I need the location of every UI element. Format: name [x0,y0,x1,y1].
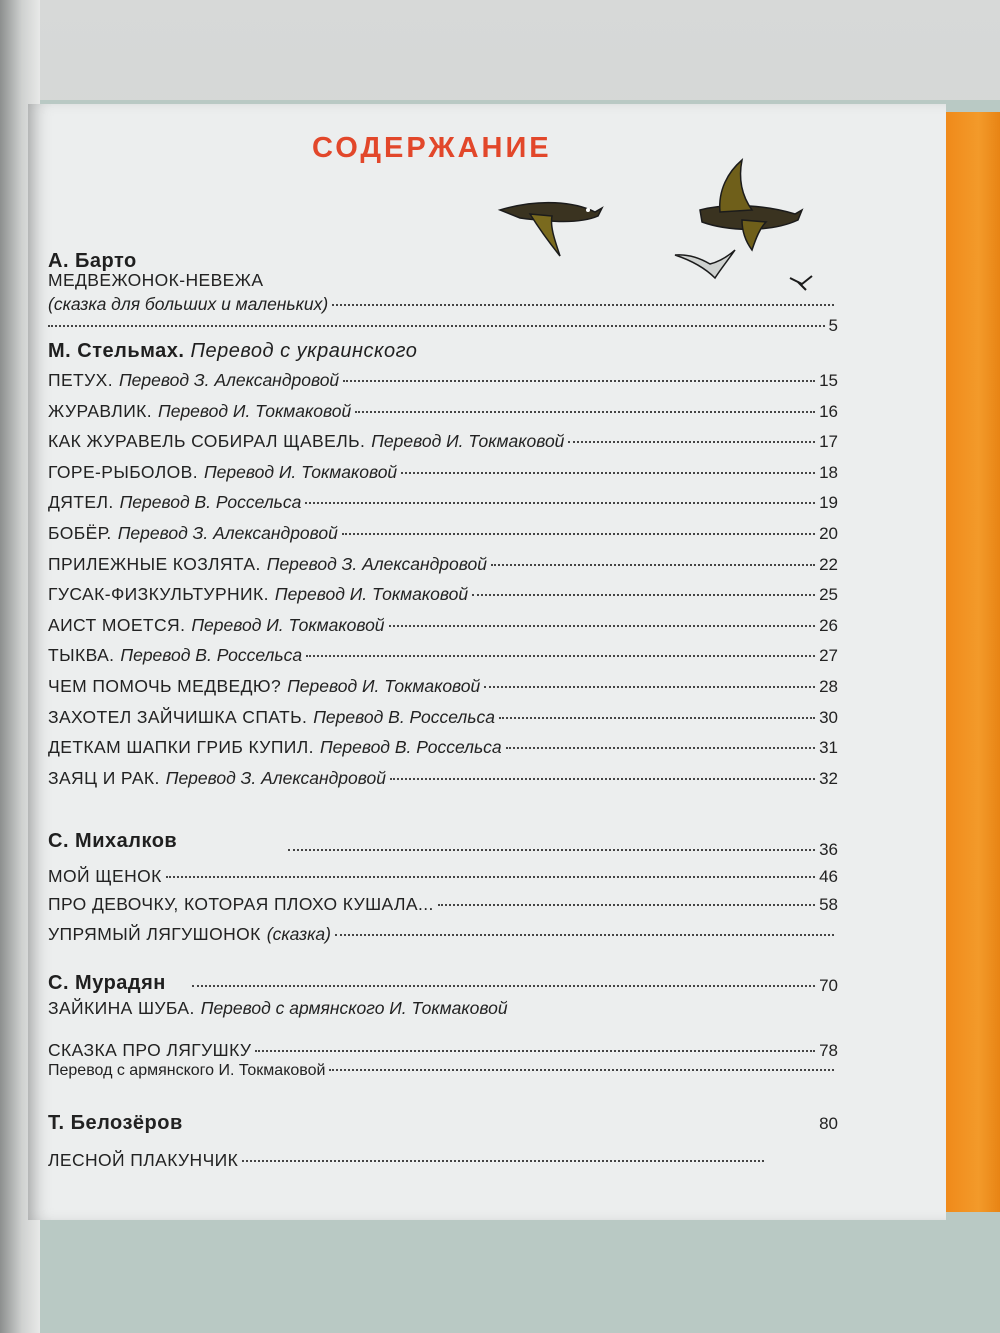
toc-item[interactable] [48,768,838,794]
toc-item-note: Перевод З. Александровой [119,370,340,390]
toc-item-note: Перевод З. Александровой [266,553,487,574]
toc-item-note: (сказка) [266,924,331,944]
toc-item-page: 5 [828,316,838,335]
dot-leader [472,594,815,596]
toc-item[interactable] [48,615,838,641]
toc-item[interactable] [48,1150,768,1176]
author-note: Перевод с украинского [190,340,418,362]
toc-item-title: БОБЁР. [48,523,112,543]
toc-item[interactable] [48,866,838,892]
author-name: М. Стельмах. [48,340,185,362]
toc-item[interactable] [48,316,838,342]
toc-item-title: АИСТ МОЕТСЯ. [48,614,186,635]
toc-item-page: 31 [819,738,838,758]
dot-leader [390,778,815,780]
toc-item[interactable] [48,840,838,866]
toc-item[interactable] [48,707,838,733]
dot-leader [192,985,815,987]
toc-item-page: 70 [819,976,838,995]
author-belozerov: Т. Белозёров [48,1112,183,1134]
dot-leader [491,564,815,566]
toc-item-page: 22 [819,554,838,574]
toc-item[interactable] [48,270,488,296]
toc-item-page: 16 [819,401,838,421]
dot-leader [389,625,816,627]
dot-leader [306,655,815,657]
bird-distant-icon [790,276,812,290]
toc-item-subtitle: (сказка для больших и маленьких) [48,294,329,314]
bird-small-icon [675,250,735,278]
toc-item-page: 18 [819,462,838,482]
toc-item[interactable] [48,523,838,549]
dot-leader [242,1160,764,1162]
toc-item-page: 36 [819,840,838,859]
toc-item[interactable] [48,1062,838,1088]
toc-item[interactable] [48,924,838,950]
toc-item[interactable] [48,554,838,580]
dot-leader [506,747,815,749]
toc-item-page: 30 [819,707,838,727]
toc-item-note: Перевод с армянского И. Токмаковой [200,998,508,1018]
dot-leader [332,304,834,306]
toc-item-title: СКАЗКА ПРО ЛЯГУШКУ [48,1040,252,1060]
toc-item-note: Перевод И. Токмаковой [203,461,398,482]
dot-leader [335,934,834,936]
toc-item-title: ПРИЛЕЖНЫЕ КОЗЛЯТА. [48,553,261,574]
toc-item-note: Перевод В. Россельса [313,706,495,727]
toc-item-title: ЗАЯЦ И РАК. [48,767,160,788]
dot-leader [166,876,815,878]
dot-leader [438,904,815,906]
toc-item-note: Перевод И. Токмаковой [191,614,385,635]
dot-leader [355,411,815,413]
toc-item-title: МЕДВЕЖОНОК-НЕВЕЖА [48,270,264,290]
toc-item-title: ГУСАК-ФИЗКУЛЬТУРНИК. [48,584,269,605]
toc-item[interactable] [48,998,748,1024]
toc-item[interactable] [48,645,838,671]
dot-leader [48,325,825,327]
toc-item-page: 15 [819,371,838,390]
toc-item-title: ПЕТУХ. [48,370,113,390]
author-barto: А. Барто [48,250,137,272]
toc-item-title: ЗАЙКИНА ШУБА. [48,998,195,1018]
toc-item-page: 78 [819,1041,838,1060]
toc-item-title: ЧЕМ ПОМОЧЬ МЕДВЕДЮ? [48,676,282,696]
orange-band [946,112,1000,1212]
toc-item[interactable] [48,737,838,763]
toc-item-page: 32 [819,768,838,788]
toc-item[interactable] [48,401,838,427]
toc-item-title: ЖУРАВЛИК. [48,400,153,421]
toc-item-page: 20 [819,524,838,543]
toc-item-note: Перевод И. Токмаковой [158,400,352,421]
toc-item[interactable] [48,492,838,518]
toc-item-note: Перевод В. Россельса [119,492,302,513]
author-stelmakh [48,340,417,363]
toc-item-page: 26 [819,615,838,635]
author-mikhalkov: С. Михалков [48,830,178,852]
toc-item[interactable] [48,584,838,610]
dot-leader [329,1069,834,1071]
toc-item[interactable] [48,462,838,488]
dot-leader [343,380,815,382]
dot-leader [288,849,815,851]
toc-item[interactable] [48,1112,838,1138]
dot-leader [255,1050,815,1052]
toc-item-title: КАК ЖУРАВЕЛЬ СОБИРАЛ ЩАВЕЛЬ. [48,431,366,452]
toc-item-title: ТЫКВА. [48,645,115,666]
dot-leader [484,686,815,688]
toc-item[interactable] [48,676,838,702]
toc-item[interactable] [48,894,838,920]
toc-item-note: Перевод И. Токмаковой [371,431,565,452]
toc-item-title: ДЕТКАМ ШАПКИ ГРИБ КУПИЛ. [48,737,314,758]
birds-illustration [480,150,840,310]
toc-item-title: ЗАХОТЕЛ ЗАЙЧИШКА СПАТЬ. [48,706,308,727]
toc-item-title: МОЙ ЩЕНОК [48,866,162,886]
toc-item-title: ДЯТЕЛ. [48,492,114,513]
dot-leader [342,533,815,535]
toc-item-page: 80 [819,1114,838,1133]
toc-item-title: ПРО ДЕВОЧКУ, КОТОРАЯ ПЛОХО КУШАЛА... [48,894,434,914]
toc-item-title: ГОРЕ-РЫБОЛОВ. [48,461,198,482]
toc-item-page: 19 [819,493,838,513]
bird-top-right-icon [700,160,802,250]
toc-item-title: УПРЯМЫЙ ЛЯГУШОНОК [48,924,261,944]
toc-item[interactable] [48,431,838,457]
toc-item-note: Перевод И. Токмаковой [287,676,481,696]
dot-leader [499,717,815,719]
toc-item-page: 28 [819,677,838,696]
toc-item-note: Перевод В. Россельса [319,737,502,758]
toc-item-page: 46 [819,867,838,886]
toc-item-title: ЛЕСНОЙ ПЛАКУНЧИК [48,1150,239,1170]
toc-item-subtitle: Перевод с армянского И. Токмаковой [48,1062,326,1079]
dot-leader [401,472,815,474]
toc-item-page: 17 [819,432,838,452]
toc-item-note: Перевод З. Александровой [165,767,386,788]
toc-item-page: 25 [819,585,838,605]
toc-item[interactable] [48,370,838,396]
toc-item-page: 58 [819,895,838,914]
page-title: СОДЕРЖАНИЕ [312,132,552,164]
author-muradyan: С. Мурадян [48,972,166,994]
toc-item-page: 27 [819,646,838,666]
toc-item-note: Перевод В. Россельса [120,645,303,666]
dot-leader [568,441,815,443]
dot-leader [305,502,815,504]
toc-item-note: Перевод И. Токмаковой [274,584,469,605]
bird-left-icon [500,203,602,256]
toc-item-note: Перевод З. Александровой [117,523,338,543]
